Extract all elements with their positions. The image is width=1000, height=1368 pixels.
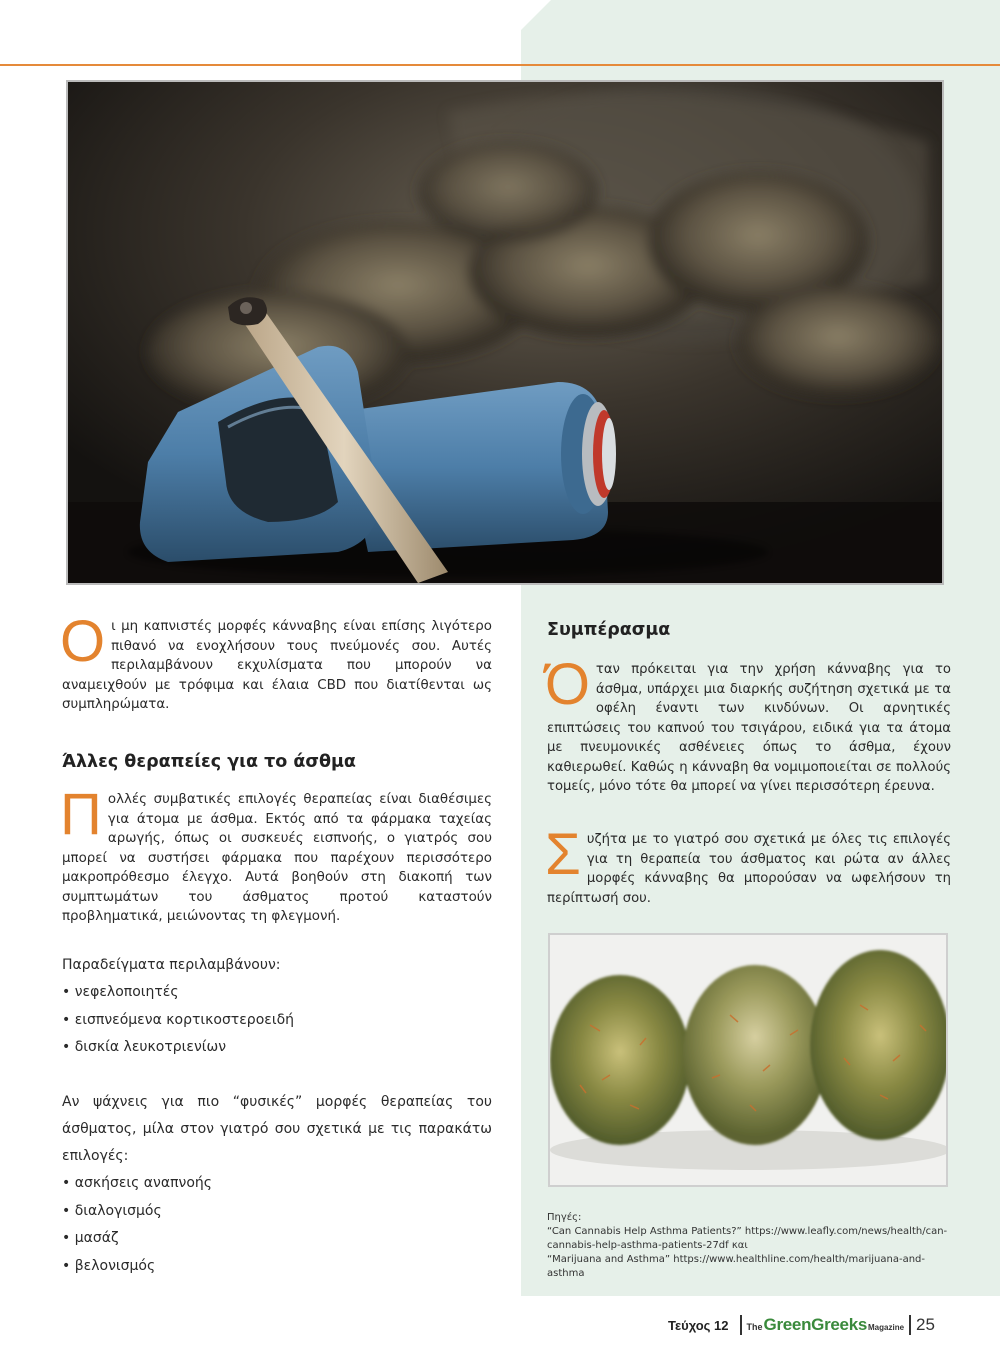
sources (547, 1211, 955, 1281)
conclusion-paragraph (545, 652, 951, 797)
page-number: 25 (916, 1315, 935, 1334)
list-item: • βελονισμός (62, 1253, 492, 1281)
logo-magazine: Magazine (868, 1323, 905, 1332)
examples-intro: Παραδείγματα περιλαμβάνουν: (62, 957, 281, 973)
section-heading-conclusion: Συμπέρασμα (547, 620, 671, 640)
issue-label: Τεύχος 12 (668, 1317, 729, 1333)
section-heading-other-therapies: Άλλες θεραπείες για το άσθμα (62, 752, 356, 772)
magazine-logo (747, 1315, 905, 1335)
dropcap: Ό (545, 652, 590, 717)
natural-intro: Αν ψάχνεις για πιο “φυσικές” μορφές θεραπείας του άσθματος, μίλα στον γιατρό σου σχετικά με τις παρακάτω επιλογές: (62, 1094, 492, 1164)
header-rule (0, 64, 1000, 66)
conclusion-block (545, 652, 951, 797)
intro-text: ι μη καπνιστές μορφές κάνναβης είναι επίσης λιγότερο πιθανό να ενοχλήσουν τους πνεύμονές σου. Αυτές περιλαμβάνουν εκχυλίσματα που μπορούν να αναμειχθούν με τρόφιμα και έλαια CBD που διατίθενται ως συμπληρώματα. (62, 619, 492, 712)
list-item: • δισκία λευκοτριενίων (62, 1034, 492, 1062)
natural-block (62, 1089, 492, 1280)
hero-photo-inhaler-joint (66, 80, 944, 585)
footer-divider (740, 1315, 742, 1335)
source-link-healthline[interactable]: “Marijuana and Asthma” https://www.healthline.com/health/marijuana-and-asthma (547, 1254, 926, 1279)
examples-block (62, 952, 492, 1062)
therapies-paragraph (60, 782, 492, 927)
dropcap: Σ (545, 822, 581, 887)
left-column (60, 609, 492, 715)
advice-paragraph (545, 822, 951, 908)
conclusion-text: ταν πρόκειται για την χρήση κάνναβης για το άσθμα, υπάρχει μια διαρκής συζήτηση σχετικά με τα οφέλη έναντι των κινδύνων. Οι αρνητικές επιπτώσεις του καπνού του τσιγάρου, ειδικά για τα άτομα με πνευμονικές ασθένειες όπως το άσθμα, έχουν καθιερωθεί. Καθώς η κάνναβη θα νομιμοποιείται σε πολλούς τομείς, μόνο τότε θα μπορεί να γίνει περισσότερη έρευνα. (547, 662, 951, 794)
photo-cannabis-buds (548, 933, 948, 1187)
therapies-block (60, 782, 492, 927)
logo-the: The (746, 1322, 763, 1332)
panel-notch (521, 0, 551, 30)
dropcap: Π (60, 782, 102, 847)
therapies-text: ολλές συμβατικές επιλογές θεραπείας είναι διαθέσιμες για άτομα με άσθμα. Εκτός από τα φάρμακα ταχείας αρωγής, όπως οι συσκευές εισπνοής, ο γιατρός σου μπορεί να συστήσει φάρμακα που παρέχουν περισσότερο μακροπρόθεσμο έλεγχο. Αυτά βοηθούν στη διακοπή των συμπτωμάτων του άσθματος προτού καταστούν προβληματικά, μειώνοντας τη φλεγμονή. (62, 792, 492, 924)
sources-label: Πηγές: (547, 1212, 582, 1223)
logo-name: GreenGreeks (763, 1315, 868, 1334)
advice-block (545, 822, 951, 908)
intro-paragraph (60, 609, 492, 715)
list-item: • νεφελοποιητές (62, 979, 492, 1007)
list-item: • ασκήσεις αναπνοής (62, 1170, 492, 1198)
page-footer (668, 1313, 935, 1337)
list-item: • διαλογισμός (62, 1198, 492, 1226)
advice-text: υζήτα με το γιατρό σου σχετικά με όλες τις επιλογές για τη θεραπεία του άσθματος και ρώτα αν άλλες μορφές κάνναβης θα μπορούσαν να ωφελήσουν τη περίπτωσή σου. (547, 832, 951, 906)
footer-divider (909, 1315, 911, 1335)
dropcap: Ο (60, 609, 106, 674)
natural-list (62, 1170, 492, 1280)
examples-list (62, 979, 492, 1062)
list-item: • μασάζ (62, 1225, 492, 1253)
source-link-leafly[interactable]: “Can Cannabis Help Asthma Patients?” https://www.leafly.com/news/health/can-cannabis-help-asthma-patients-27df και (547, 1226, 948, 1251)
list-item: • εισπνεόμενα κορτικοστεροειδή (62, 1007, 492, 1035)
